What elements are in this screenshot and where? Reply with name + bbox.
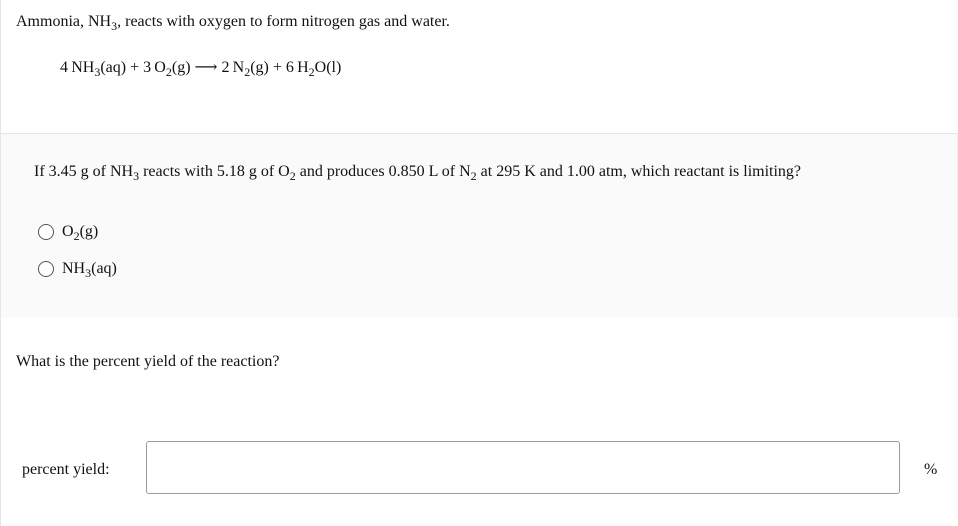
question1-sub1: 3 — [133, 169, 140, 183]
question1-part2: reacts with 5.18 g of O — [139, 163, 290, 180]
option-nh3[interactable] — [38, 257, 117, 281]
question1-part3: and produces 0.850 L of N — [295, 163, 471, 180]
equation-term-3: (g) ⟶ 2 N — [171, 59, 245, 76]
percent-yield-input[interactable] — [146, 441, 900, 494]
intro-text — [16, 12, 450, 32]
option-o2-text: O — [62, 223, 74, 240]
option-nh3-label — [62, 259, 117, 279]
intro-part2: , reacts with oxygen to form nitrogen gas and water. — [117, 13, 450, 30]
percent-yield-panel — [0, 318, 958, 526]
option-o2-state: (g) — [79, 223, 99, 240]
question1-part4: at 295 K and 1.00 atm, which reactant is limiting? — [476, 163, 802, 180]
equation-sub-3: 2 — [244, 65, 251, 79]
question1-sub3: 2 — [470, 169, 477, 183]
percent-yield-label: percent yield: — [22, 461, 110, 478]
question1-sub2: 2 — [289, 169, 296, 183]
option-nh3-text: NH — [62, 260, 86, 277]
reaction-equation — [60, 58, 341, 78]
question1-part1: If 3.45 g of NH — [34, 163, 134, 180]
option-o2[interactable] — [38, 220, 98, 244]
percent-yield-question: What is the percent yield of the reaction? — [16, 353, 280, 370]
equation-sub-1: 3 — [94, 65, 101, 79]
intro-subscript: 3 — [111, 19, 118, 33]
option-nh3-sub: 3 — [85, 266, 92, 280]
intro-part1: Ammonia, NH — [16, 13, 112, 30]
equation-term-5: O(l) — [314, 59, 342, 76]
equation-term-4: (g) + 6 H — [250, 59, 309, 76]
option-o2-label — [62, 222, 98, 242]
limiting-reactant-question — [34, 162, 801, 182]
percent-unit: % — [924, 461, 938, 478]
radio-button-nh3[interactable] — [38, 261, 54, 277]
equation-term-2: (aq) + 3 O — [100, 59, 166, 76]
option-o2-sub: 2 — [73, 229, 80, 243]
equation-sub-4: 2 — [308, 65, 315, 79]
equation-sub-2: 2 — [165, 65, 172, 79]
radio-button-o2[interactable] — [38, 224, 54, 240]
option-nh3-state: (aq) — [91, 260, 117, 277]
equation-term-1: 4 NH — [60, 59, 95, 76]
